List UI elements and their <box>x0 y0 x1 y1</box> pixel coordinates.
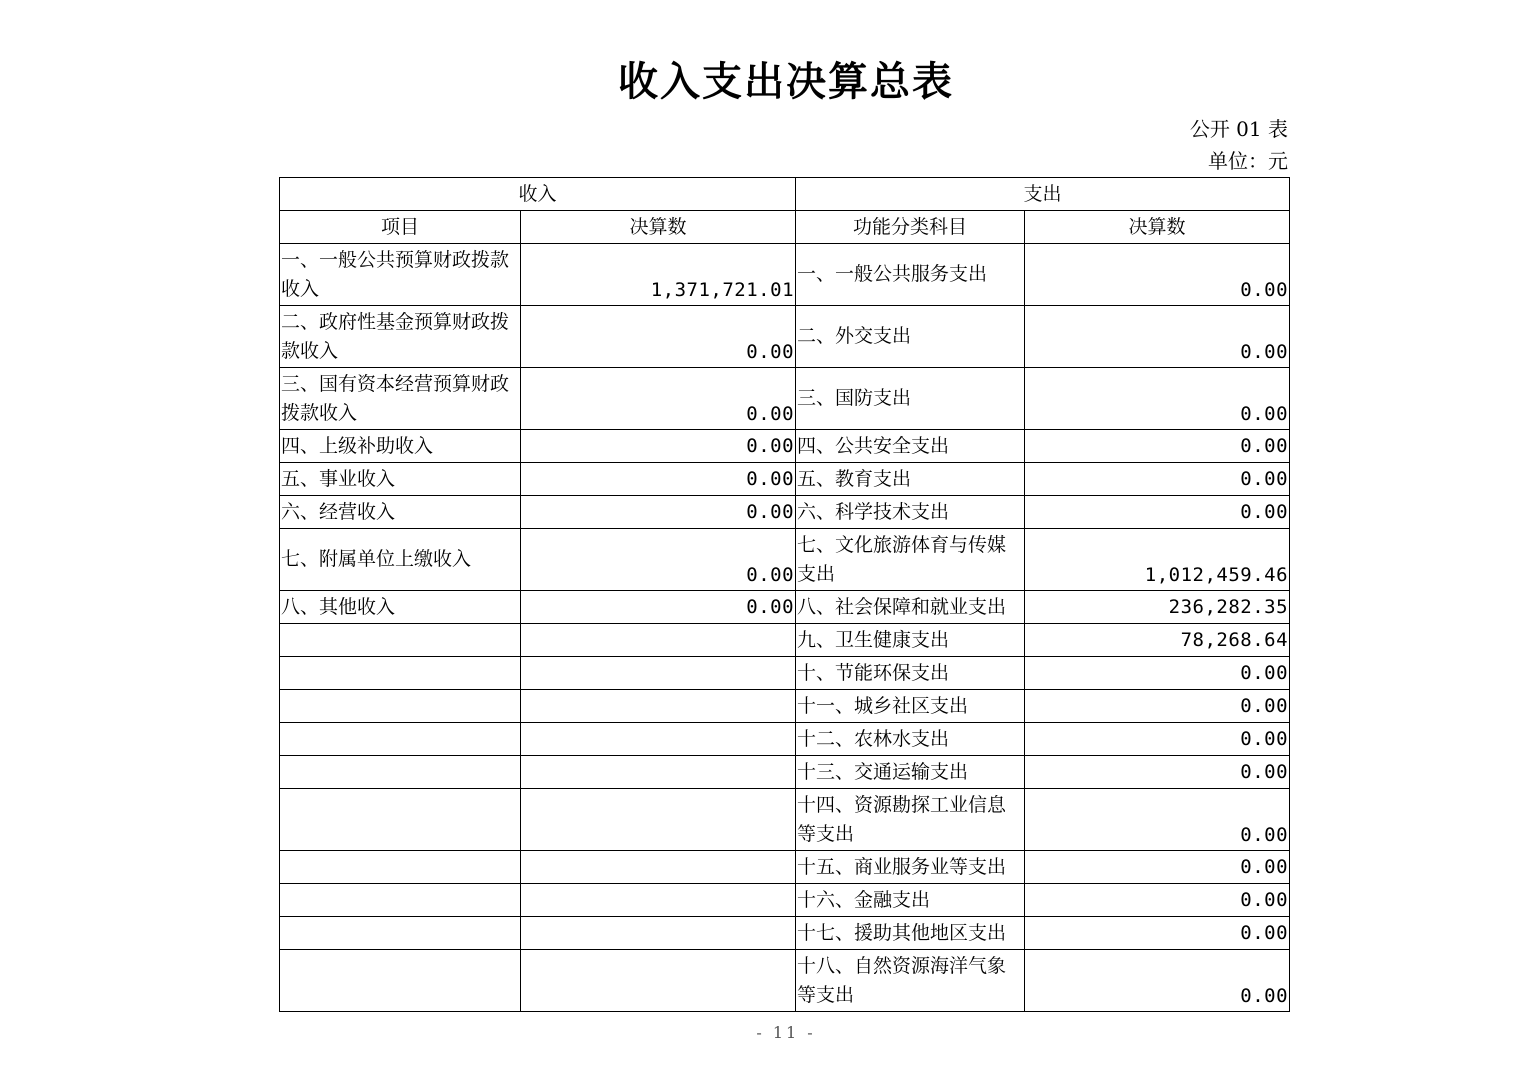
table-row <box>280 884 1290 917</box>
income-item-cell: 七、附属单位上缴收入 <box>280 529 521 591</box>
income-amount-cell: 0.00 <box>521 306 796 368</box>
income-amount-cell: 0.00 <box>521 591 796 624</box>
column-header-row <box>280 211 1290 244</box>
income-item-cell <box>280 789 521 851</box>
income-amount-cell: 0.00 <box>521 496 796 529</box>
table-row <box>280 430 1290 463</box>
expenditure-amount-cell: 0.00 <box>1025 723 1290 756</box>
income-amount-cell: 0.00 <box>521 430 796 463</box>
expenditure-amount-cell: 0.00 <box>1025 789 1290 851</box>
expenditure-amount-cell: 78,268.64 <box>1025 624 1290 657</box>
income-group-header: 收入 <box>280 178 796 211</box>
table-row <box>280 789 1290 851</box>
income-item-cell <box>280 851 521 884</box>
income-item-cell: 八、其他收入 <box>280 591 521 624</box>
expenditure-item-cell: 五、教育支出 <box>796 463 1025 496</box>
form-number: 公开 01 表 <box>1189 117 1288 141</box>
table-row <box>280 756 1290 789</box>
income-amount-cell <box>521 884 796 917</box>
income-item-cell <box>280 917 521 950</box>
expenditure-item-cell: 十三、交通运输支出 <box>796 756 1025 789</box>
expenditure-amount-cell: 0.00 <box>1025 463 1290 496</box>
table-row <box>280 496 1290 529</box>
page-title: 收入支出决算总表 <box>618 58 954 105</box>
expenditure-item-cell: 十五、商业服务业等支出 <box>796 851 1025 884</box>
expenditure-amount-cell: 0.00 <box>1025 306 1290 368</box>
unit-label: 单位：元 <box>1208 149 1288 173</box>
table-row <box>280 529 1290 591</box>
table-row <box>280 624 1290 657</box>
table-row <box>280 851 1290 884</box>
expenditure-item-cell: 三、国防支出 <box>796 368 1025 430</box>
expenditure-item-cell: 十四、资源勘探工业信息等支出 <box>796 789 1025 851</box>
table-row <box>280 723 1290 756</box>
table-row <box>280 917 1290 950</box>
expenditure-item-cell: 十一、城乡社区支出 <box>796 690 1025 723</box>
expenditure-group-header: 支出 <box>796 178 1290 211</box>
income-amount-cell <box>521 917 796 950</box>
expenditure-item-cell: 二、外交支出 <box>796 306 1025 368</box>
income-item-cell <box>280 624 521 657</box>
expenditure-amount-cell: 0.00 <box>1025 884 1290 917</box>
expenditure-amount-cell: 0.00 <box>1025 756 1290 789</box>
income-item-cell <box>280 690 521 723</box>
expenditure-item-cell: 十二、农林水支出 <box>796 723 1025 756</box>
expenditure-item-cell: 九、卫生健康支出 <box>796 624 1025 657</box>
expenditure-amount-header: 决算数 <box>1025 211 1290 244</box>
income-amount-header: 决算数 <box>521 211 796 244</box>
income-item-cell <box>280 657 521 690</box>
income-expenditure-table <box>279 177 1290 1012</box>
income-amount-cell <box>521 657 796 690</box>
income-amount-cell: 0.00 <box>521 463 796 496</box>
income-amount-cell: 0.00 <box>521 368 796 430</box>
income-item-cell: 二、政府性基金预算财政拨款收入 <box>280 306 521 368</box>
expenditure-amount-cell: 0.00 <box>1025 851 1290 884</box>
expenditure-amount-cell: 0.00 <box>1025 690 1290 723</box>
table-row <box>280 244 1290 306</box>
income-amount-cell: 1,371,721.01 <box>521 244 796 306</box>
income-amount-cell <box>521 756 796 789</box>
income-item-cell <box>280 756 521 789</box>
expenditure-amount-cell: 0.00 <box>1025 657 1290 690</box>
expenditure-item-cell: 十七、援助其他地区支出 <box>796 917 1025 950</box>
income-item-cell: 三、国有资本经营预算财政拨款收入 <box>280 368 521 430</box>
income-item-cell: 四、上级补助收入 <box>280 430 521 463</box>
income-item-cell: 一、一般公共预算财政拨款收入 <box>280 244 521 306</box>
table-row <box>280 950 1290 1012</box>
table-row <box>280 657 1290 690</box>
income-item-header: 项目 <box>280 211 521 244</box>
table-row <box>280 306 1290 368</box>
expenditure-item-cell: 十六、金融支出 <box>796 884 1025 917</box>
income-amount-cell <box>521 950 796 1012</box>
expenditure-item-cell: 一、一般公共服务支出 <box>796 244 1025 306</box>
income-item-cell <box>280 950 521 1012</box>
income-item-cell: 五、事业收入 <box>280 463 521 496</box>
income-amount-cell <box>521 723 796 756</box>
table-row <box>280 591 1290 624</box>
income-amount-cell <box>521 789 796 851</box>
group-header-row <box>280 178 1290 211</box>
expenditure-item-cell: 六、科学技术支出 <box>796 496 1025 529</box>
expenditure-item-cell: 十、节能环保支出 <box>796 657 1025 690</box>
expenditure-item-header: 功能分类科目 <box>796 211 1025 244</box>
expenditure-item-cell: 四、公共安全支出 <box>796 430 1025 463</box>
income-amount-cell <box>521 624 796 657</box>
income-item-cell <box>280 884 521 917</box>
expenditure-amount-cell: 0.00 <box>1025 430 1290 463</box>
expenditure-amount-cell: 236,282.35 <box>1025 591 1290 624</box>
expenditure-item-cell: 十八、自然资源海洋气象等支出 <box>796 950 1025 1012</box>
expenditure-amount-cell: 0.00 <box>1025 917 1290 950</box>
expenditure-amount-cell: 0.00 <box>1025 368 1290 430</box>
table-row <box>280 690 1290 723</box>
expenditure-amount-cell: 0.00 <box>1025 244 1290 306</box>
table-row <box>280 463 1290 496</box>
income-item-cell <box>280 723 521 756</box>
expenditure-item-cell: 七、文化旅游体育与传媒支出 <box>796 529 1025 591</box>
income-amount-cell <box>521 690 796 723</box>
table-row <box>280 368 1290 430</box>
expenditure-amount-cell: 0.00 <box>1025 950 1290 1012</box>
expenditure-amount-cell: 0.00 <box>1025 496 1290 529</box>
income-amount-cell <box>521 851 796 884</box>
page-number: - 11 - <box>756 1023 816 1042</box>
income-item-cell: 六、经营收入 <box>280 496 521 529</box>
expenditure-item-cell: 八、社会保障和就业支出 <box>796 591 1025 624</box>
income-amount-cell: 0.00 <box>521 529 796 591</box>
expenditure-amount-cell: 1,012,459.46 <box>1025 529 1290 591</box>
